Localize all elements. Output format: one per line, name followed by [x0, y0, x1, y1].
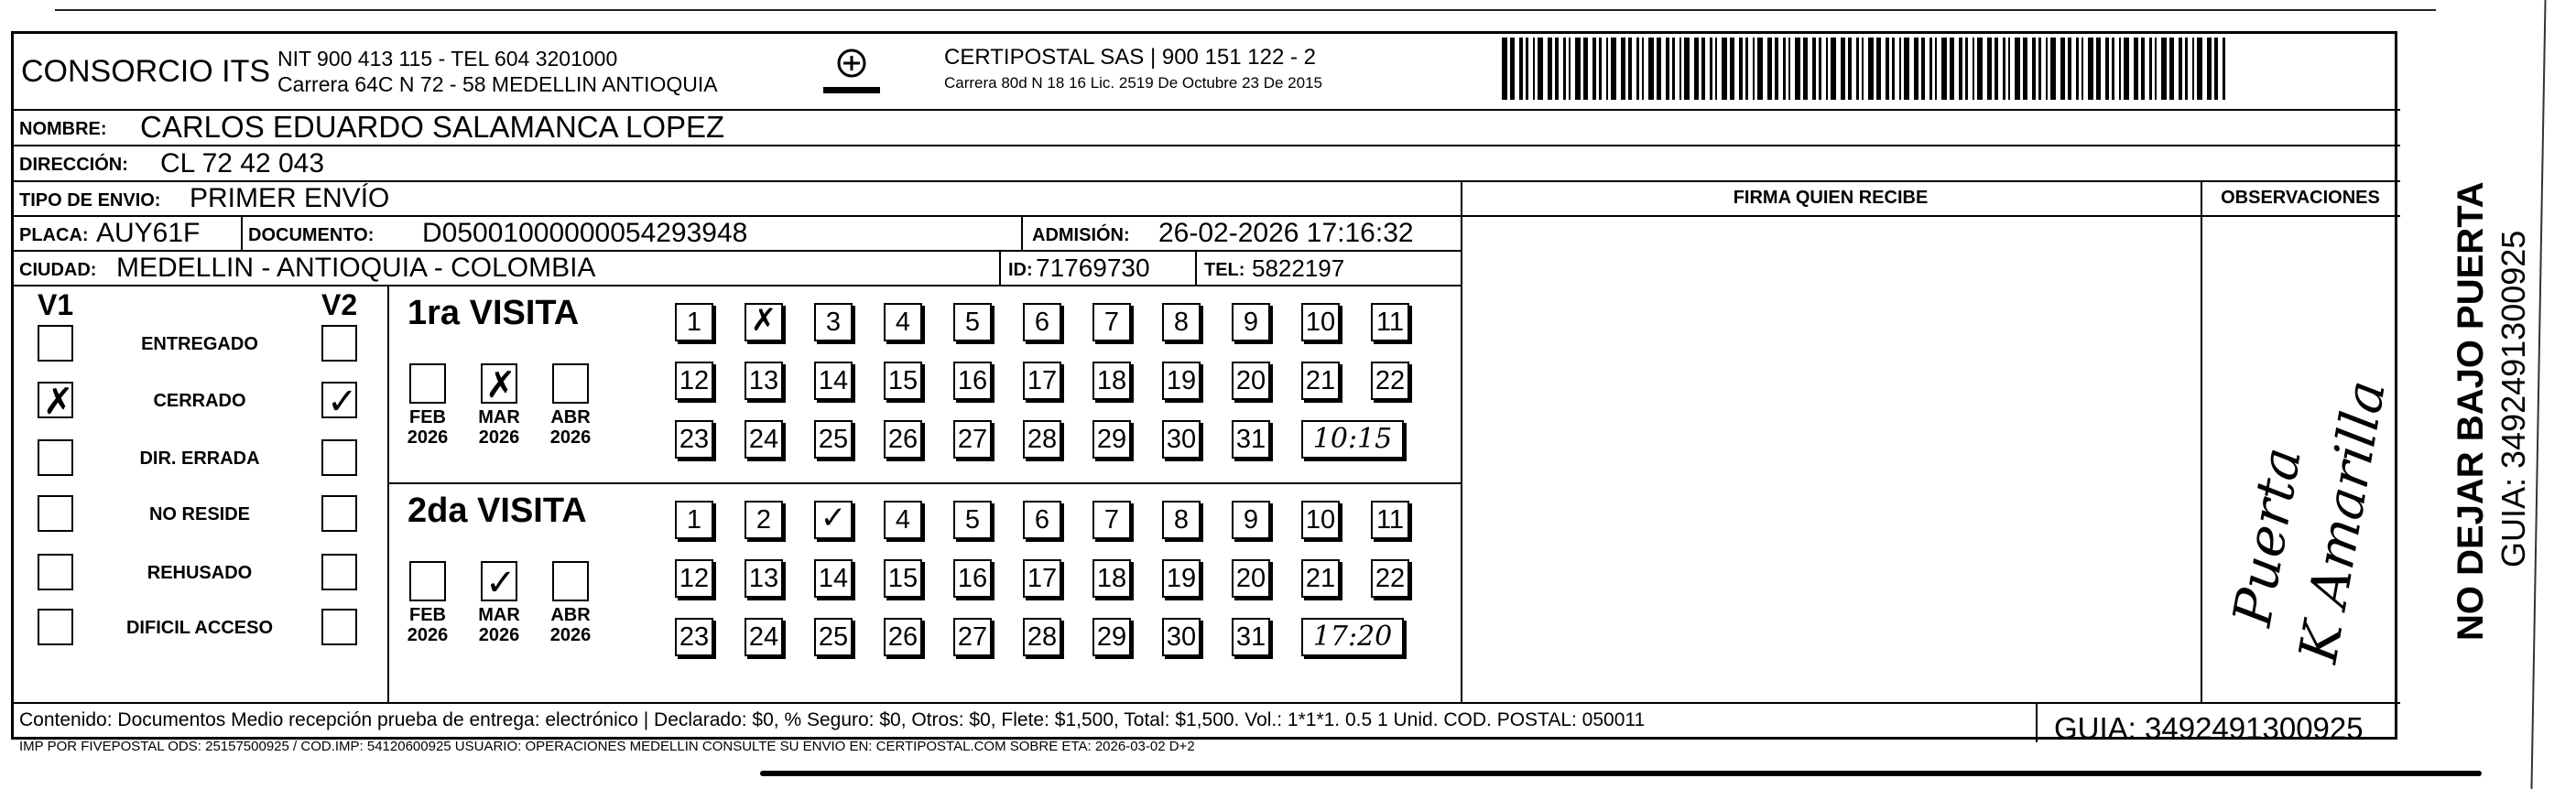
- day-cell[interactable]: 15: [884, 362, 922, 400]
- scan-border-bottom: [760, 771, 2482, 776]
- company-address: Carrera 64C N 72 - 58 MEDELLIN ANTIOQUIA: [277, 72, 718, 96]
- barcode-bar: [1739, 38, 1743, 100]
- barcode-bar: [2105, 38, 2109, 100]
- day-cell[interactable]: 21: [1301, 362, 1340, 400]
- documento-value: D05001000000054293948: [422, 218, 748, 248]
- month-year: 2026: [478, 625, 520, 645]
- day-cell[interactable]: 7: [1092, 303, 1131, 341]
- barcode-bar: [1642, 38, 1644, 100]
- visit-title: 2da VISITA: [408, 492, 587, 530]
- barcode-bar: [2155, 38, 2157, 100]
- barcode-bar: [1757, 38, 1763, 100]
- row-direccion: [14, 146, 2400, 181]
- day-cell[interactable]: 8: [1162, 303, 1201, 341]
- barcode-bar: [2038, 38, 2041, 100]
- month-name: MAR: [478, 605, 520, 625]
- day-cell[interactable]: 30: [1162, 618, 1201, 656]
- day-cell[interactable]: 29: [1092, 618, 1131, 656]
- barcode-bar: [1886, 38, 1889, 100]
- courier-name: CERTIPOSTAL SAS | 900 151 122 - 2: [944, 45, 1316, 70]
- barcode-bar: [2112, 38, 2114, 100]
- id-label: ID:: [1008, 260, 1033, 280]
- month-name: MAR: [478, 407, 520, 427]
- barcode-bar: [1977, 38, 1983, 100]
- direccion-value: CL 72 42 043: [160, 148, 325, 178]
- month-name: FEB: [409, 605, 446, 625]
- day-cell[interactable]: 15: [884, 559, 922, 598]
- day-cell[interactable]: 21: [1301, 559, 1340, 598]
- barcode-bar: [2223, 38, 2225, 100]
- month-checkbox[interactable]: [552, 561, 589, 601]
- month-label: [470, 605, 528, 645]
- month-checkbox[interactable]: [481, 363, 517, 404]
- barcode-bar: [1599, 38, 1602, 100]
- v2-checkbox[interactable]: [321, 381, 358, 423]
- row-placa: [14, 217, 1461, 252]
- barcode-bar: [2088, 38, 2093, 100]
- barcode-bar: [1904, 38, 1909, 100]
- status-panel: [14, 286, 389, 702]
- month-year: 2026: [407, 625, 449, 645]
- direccion-label: DIRECCIÓN:: [19, 155, 128, 175]
- barcode-bar: [1987, 38, 1992, 100]
- month-name: ABR: [550, 407, 591, 427]
- month-year: 2026: [407, 427, 449, 448]
- barcode-bar: [2207, 38, 2212, 100]
- barcode-bar: [1710, 38, 1712, 100]
- day-cell[interactable]: [745, 303, 783, 341]
- day-cell[interactable]: 18: [1092, 559, 1131, 598]
- day-cell[interactable]: 9: [1232, 501, 1270, 539]
- day-cell[interactable]: 24: [745, 420, 783, 459]
- barcode-bar: [1657, 38, 1661, 100]
- barcode-bar: [2008, 38, 2010, 100]
- company-name: CONSORCIO ITS: [21, 54, 271, 89]
- day-cell[interactable]: 31: [1232, 420, 1270, 459]
- visit-time[interactable]: 17:20: [1301, 618, 1404, 656]
- status-option-label: DIR. ERRADA: [139, 449, 260, 469]
- status-option-label: DIFICIL ACCESO: [125, 618, 273, 638]
- form-header: [14, 34, 2395, 110]
- barcode-bar: [1914, 38, 1918, 100]
- barcode-bar: [1856, 38, 1859, 100]
- status-option-label: ENTREGADO: [141, 334, 258, 354]
- day-cell[interactable]: 16: [953, 362, 992, 400]
- barcode-bar: [1819, 38, 1821, 100]
- v1-checkbox[interactable]: [38, 609, 73, 645]
- row-ciudad: [14, 252, 1461, 286]
- side-line-2: GUIA: 3492491300925: [2494, 230, 2532, 567]
- day-cell[interactable]: 28: [1023, 618, 1061, 656]
- day-cell[interactable]: 1: [675, 501, 713, 539]
- day-cell[interactable]: 23: [675, 618, 713, 656]
- month-label: [470, 407, 528, 448]
- barcode-bar: [1672, 38, 1675, 100]
- day-cell[interactable]: 8: [1162, 501, 1201, 539]
- day-cell[interactable]: 1: [675, 303, 713, 341]
- barcode-bar: [1965, 38, 1968, 100]
- day-cell[interactable]: 12: [675, 559, 713, 598]
- barcode-bar: [2197, 38, 2202, 100]
- day-check-icon: ✗: [750, 302, 777, 339]
- month-label: [398, 407, 457, 448]
- barcode-bar: [1795, 38, 1800, 100]
- barcode-bar: [2149, 38, 2152, 100]
- barcode-bar: [1611, 38, 1616, 100]
- barcode-bar: [1648, 38, 1654, 100]
- v1-checkbox[interactable]: [38, 554, 73, 590]
- day-cell[interactable]: 18: [1092, 362, 1131, 400]
- barcode-bar: [1502, 38, 1507, 100]
- barcode-bar: [1526, 38, 1528, 100]
- day-cell[interactable]: 29: [1092, 420, 1131, 459]
- day-cell[interactable]: 10: [1301, 501, 1340, 539]
- day-cell[interactable]: 26: [884, 618, 922, 656]
- barcode-bar: [1929, 38, 1932, 100]
- barcode-bar: [1876, 38, 1881, 100]
- barcode-bar: [1694, 38, 1699, 100]
- barcode-bar: [1775, 38, 1778, 100]
- day-cell[interactable]: 28: [1023, 420, 1061, 459]
- month-label: [541, 605, 600, 645]
- barcode-bar: [2124, 38, 2129, 100]
- v1-checkbox[interactable]: [38, 495, 73, 532]
- barcode-bar: [1950, 38, 1954, 100]
- v1-checkbox[interactable]: [38, 439, 73, 476]
- day-cell[interactable]: 27: [953, 618, 992, 656]
- barcode-bar: [1701, 38, 1705, 100]
- month-year: 2026: [549, 427, 592, 448]
- day-cell[interactable]: 24: [745, 618, 783, 656]
- barcode-bar: [1684, 38, 1690, 100]
- barcode-bar: [2068, 38, 2071, 100]
- day-check-icon: ✓: [820, 500, 847, 536]
- status-option-label: REHUSADO: [147, 563, 253, 583]
- barcode-bar: [1621, 38, 1625, 100]
- barcode-bar: [1848, 38, 1852, 100]
- barcode-bar: [1715, 38, 1717, 100]
- barcode-bar: [1935, 38, 1937, 100]
- barcode-bar: [1666, 38, 1669, 100]
- status-option-label: NO RESIDE: [148, 504, 251, 524]
- month-checkbox[interactable]: [481, 561, 517, 604]
- certipostal-logo: [820, 43, 884, 102]
- barcode-bar: [2161, 38, 2167, 100]
- month-year: 2026: [478, 427, 520, 448]
- barcode-bar: [1745, 38, 1748, 100]
- barcode: [1502, 38, 2234, 100]
- barcode-bar: [2179, 38, 2182, 100]
- v2-checkbox[interactable]: [321, 609, 357, 645]
- barcode-bar: [1826, 38, 1828, 100]
- month-name: FEB: [409, 407, 446, 427]
- day-cell[interactable]: 7: [1092, 501, 1131, 539]
- side-line-1: NO DEJAR BAJO PUERTA: [2451, 181, 2491, 641]
- barcode-bar: [1803, 38, 1808, 100]
- day-cell[interactable]: 17: [1023, 362, 1061, 400]
- check-mark-icon: ✗: [485, 364, 516, 406]
- barcode-bar: [1679, 38, 1681, 100]
- barcode-bar: [1788, 38, 1790, 100]
- barcode-bar: [1841, 38, 1845, 100]
- month-name: ABR: [550, 605, 591, 625]
- footer-guia: GUIA: 3492491300925: [2054, 711, 2364, 745]
- day-cell[interactable]: 27: [953, 420, 992, 459]
- day-cell[interactable]: 17: [1023, 559, 1061, 598]
- v1-label: V1: [38, 288, 74, 321]
- tipo-value: PRIMER ENVÍO: [190, 183, 390, 213]
- barcode-bar: [2060, 38, 2065, 100]
- nombre-label: NOMBRE:: [19, 119, 107, 139]
- day-cell[interactable]: 19: [1162, 559, 1201, 598]
- day-cell[interactable]: 6: [1023, 501, 1061, 539]
- visit-title: 1ra VISITA: [408, 294, 580, 332]
- barcode-bar: [1519, 38, 1523, 100]
- footer-imp: IMP POR FIVEPOSTAL ODS: 25157500925 / COD.IMP: 54120600925 USUARIO: OPERACIONES MEDELLIN CONSULTE SU ENVIO EN: CERTIPOSTAL.COM SOBRE ETA: 2026-03-02 D+2: [19, 739, 1195, 754]
- observaciones-handwritten-2: K Amarilla: [2287, 375, 2398, 667]
- id-value: 71769730: [1036, 254, 1150, 282]
- day-cell[interactable]: 20: [1232, 362, 1270, 400]
- day-cell[interactable]: 13: [745, 362, 783, 400]
- barcode-bar: [1569, 38, 1571, 100]
- check-mark-icon: ✓: [327, 381, 358, 423]
- barcode-bar: [2046, 38, 2048, 100]
- day-cell[interactable]: 5: [953, 501, 992, 539]
- day-cell[interactable]: 3: [814, 303, 853, 341]
- day-cell[interactable]: 31: [1232, 618, 1270, 656]
- day-cell[interactable]: 14: [814, 362, 853, 400]
- barcode-bar: [1538, 38, 1543, 100]
- v2-checkbox[interactable]: [321, 325, 357, 362]
- side-notice: [2414, 128, 2560, 668]
- delivery-form: [11, 31, 2398, 754]
- barcode-bar: [1899, 38, 1901, 100]
- barcode-bar: [1767, 38, 1772, 100]
- admision-label: ADMISIÓN:: [1032, 225, 1130, 245]
- visit-time[interactable]: 10:15: [1301, 420, 1404, 459]
- day-cell[interactable]: 25: [814, 420, 853, 459]
- day-cell[interactable]: 5: [953, 303, 992, 341]
- day-cell[interactable]: 6: [1023, 303, 1061, 341]
- ciudad-label: CIUDAD:: [19, 260, 97, 280]
- ciudad-value: MEDELLIN - ANTIOQUIA - COLOMBIA: [116, 253, 596, 283]
- v2-checkbox[interactable]: [321, 495, 357, 532]
- month-checkbox[interactable]: [409, 561, 446, 601]
- day-cell[interactable]: 11: [1371, 303, 1409, 341]
- v2-label: V2: [321, 288, 358, 321]
- day-cell[interactable]: 23: [675, 420, 713, 459]
- barcode-bar: [2119, 38, 2121, 100]
- v2-checkbox[interactable]: [321, 439, 357, 476]
- day-cell[interactable]: 10: [1301, 303, 1340, 341]
- barcode-bar: [1892, 38, 1895, 100]
- barcode-bar: [1753, 38, 1755, 100]
- day-cell[interactable]: 25: [814, 618, 853, 656]
- barcode-bar: [2076, 38, 2079, 100]
- day-cell[interactable]: 20: [1232, 559, 1270, 598]
- barcode-bar: [1533, 38, 1535, 100]
- nombre-value: CARLOS EDUARDO SALAMANCA LOPEZ: [140, 110, 725, 144]
- row-tipo: [14, 182, 1461, 217]
- day-cell[interactable]: 16: [953, 559, 992, 598]
- barcode-bar: [1563, 38, 1566, 100]
- barcode-bar: [1862, 38, 1864, 100]
- barcode-bar: [2169, 38, 2174, 100]
- barcode-bar: [1592, 38, 1596, 100]
- barcode-bar: [1606, 38, 1608, 100]
- day-cell[interactable]: 2: [745, 501, 783, 539]
- courier-license: Carrera 80d N 18 16 Lic. 2519 De Octubre 23 De 2015: [944, 74, 1322, 92]
- month-label: [541, 407, 600, 448]
- day-cell[interactable]: 4: [884, 501, 922, 539]
- tel-label: TEL:: [1204, 260, 1245, 280]
- placa-value: AUY61F: [96, 218, 201, 248]
- barcode-bar: [2185, 38, 2188, 100]
- day-cell[interactable]: 30: [1162, 420, 1201, 459]
- placa-label: PLACA:: [19, 225, 89, 245]
- day-cell[interactable]: 22: [1371, 559, 1409, 598]
- check-mark-icon: ✗: [43, 381, 74, 423]
- month-checkbox[interactable]: [409, 363, 446, 404]
- day-cell[interactable]: 14: [814, 559, 853, 598]
- barcode-bar: [2192, 38, 2194, 100]
- barcode-bar: [1722, 38, 1727, 100]
- barcode-bar: [2050, 38, 2056, 100]
- day-cell[interactable]: 12: [675, 362, 713, 400]
- barcode-bar: [1730, 38, 1734, 100]
- admision-value: 26-02-2026 17:16:32: [1158, 218, 1414, 248]
- v2-checkbox[interactable]: [321, 554, 357, 590]
- scan-border-top: [55, 9, 2436, 11]
- barcode-bar: [1868, 38, 1874, 100]
- observaciones-handwritten-1: Puerta: [2221, 442, 2314, 631]
- footer-contenido: Contenido: Documentos Medio recepción prueba de entrega: electrónico | Declarado: $0, % Seguro: $0, Otros: $0, Flete: $1,500, Total: $1,500. Vol.: 1*1*1. 0.5 1 Unid. COD. POSTAL: 050011: [19, 709, 1646, 730]
- tipo-label: TIPO DE ENVIO:: [19, 190, 161, 211]
- barcode-bar: [2141, 38, 2145, 100]
- documento-label: DOCUMENTO:: [248, 225, 375, 245]
- status-option-label: CERRADO: [153, 391, 246, 411]
- barcode-bar: [1831, 38, 1836, 100]
- barcode-bar: [1941, 38, 1947, 100]
- v1-checkbox[interactable]: [38, 381, 74, 423]
- month-label: [398, 605, 457, 645]
- check-mark-icon: ✓: [485, 562, 516, 604]
- barcode-bar: [2023, 38, 2027, 100]
- barcode-bar: [2214, 38, 2218, 100]
- day-cell[interactable]: 9: [1232, 303, 1270, 341]
- barcode-bar: [2081, 38, 2083, 100]
- day-cell[interactable]: 26: [884, 420, 922, 459]
- barcode-bar: [2096, 38, 2101, 100]
- company-nit: NIT 900 413 115 - TEL 604 3201000: [277, 47, 618, 70]
- observaciones-label: OBSERVACIONES: [2221, 188, 2380, 208]
- barcode-bar: [1548, 38, 1552, 100]
- barcode-bar: [1555, 38, 1559, 100]
- firma-label: FIRMA QUIEN RECIBE: [1733, 188, 1929, 208]
- day-cell[interactable]: 4: [884, 303, 922, 341]
- barcode-bar: [1959, 38, 1962, 100]
- barcode-bar: [2032, 38, 2036, 100]
- barcode-bar: [2003, 38, 2005, 100]
- day-cell[interactable]: 11: [1371, 501, 1409, 539]
- barcode-bar: [1812, 38, 1816, 100]
- tel-value: 5822197: [1252, 254, 1345, 282]
- barcode-bar: [1994, 38, 1998, 100]
- barcode-bar: [2015, 38, 2020, 100]
- month-checkbox[interactable]: [552, 363, 589, 404]
- day-cell[interactable]: 13: [745, 559, 783, 598]
- barcode-bar: [1510, 38, 1515, 100]
- barcode-bar: [1921, 38, 1925, 100]
- day-cell[interactable]: 19: [1162, 362, 1201, 400]
- barcode-bar: [1636, 38, 1639, 100]
- barcode-bar: [1973, 38, 1974, 100]
- barcode-bar: [1583, 38, 1588, 100]
- v1-checkbox[interactable]: [38, 325, 73, 362]
- barcode-bar: [2134, 38, 2138, 100]
- day-cell[interactable]: 22: [1371, 362, 1409, 400]
- day-cell[interactable]: [814, 501, 853, 539]
- month-year: 2026: [549, 625, 592, 645]
- row-nombre: [14, 109, 2400, 146]
- barcode-bar: [1575, 38, 1581, 100]
- barcode-bar: [1628, 38, 1632, 100]
- barcode-bar: [1783, 38, 1786, 100]
